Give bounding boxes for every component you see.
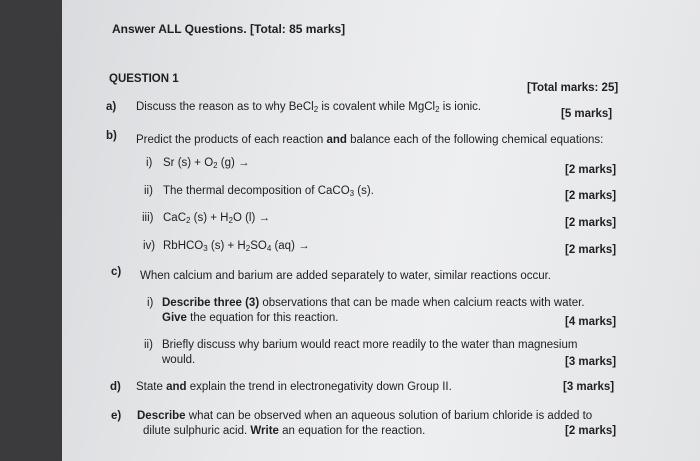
part-c-i-label: i): [147, 297, 154, 309]
part-b-i-text: Sr $(s) + O_2$ (g) →: [163, 157, 250, 170]
part-e-marks: [2 marks]: [565, 425, 617, 437]
part-c-i-line2: Give the equation for this reaction.: [162, 312, 339, 324]
part-b-text: Predict the products of each reaction and balance each of the following chemical equations:: [136, 134, 604, 146]
part-c-ii-marks: [3 marks]: [565, 356, 617, 368]
part-d-marks: [3 marks]: [563, 381, 615, 393]
part-a-label: a): [106, 101, 117, 113]
part-e-line1: Describe what can be observed when an aqueous solution of barium chloride is added to: [137, 410, 593, 422]
part-b-iv-label: iv): [143, 240, 156, 252]
part-c-text: When calcium and barium are added separately to water, similar reactions occur.: [140, 270, 552, 282]
part-e-line2: dilute sulphuric acid. Write an equation for the reaction.: [143, 425, 426, 437]
part-d-text: State and explain the trend in electronegativity down Group II.: [136, 381, 452, 393]
part-a-marks: [5 marks]: [561, 108, 613, 120]
part-b-iii-label: iii): [142, 212, 154, 224]
part-b-ii-marks: [2 marks]: [565, 190, 617, 202]
part-b-i-marks: [2 marks]: [565, 164, 617, 176]
part-b-iii-marks: [2 marks]: [565, 217, 617, 229]
part-b-iii-text: CaC$_2$ $(s) + H_2O$ (l) →: [163, 212, 270, 225]
part-b-i-label: i): [146, 157, 153, 169]
part-b-label: b): [106, 130, 117, 142]
question-title: QUESTION 1: [109, 73, 179, 85]
exam-header: Answer ALL Questions. [Total: 85 marks]: [112, 22, 346, 36]
part-c-ii-line2: would.: [162, 354, 196, 366]
part-e-label: e): [111, 410, 122, 422]
part-d-label: d): [110, 381, 121, 393]
part-b-iv-text: RbHCO$_3$ $(s) + H_2SO_4$ (aq) →: [163, 240, 310, 253]
part-c-label: c): [111, 266, 122, 278]
part-c-i-line1: Describe three (3) observations that can be made when calcium reacts with water.: [162, 297, 585, 309]
part-a-text: Discuss the reason as to why BeCl$_2$ is covalent while MgCl$_2$ is ionic.: [136, 101, 482, 114]
part-c-ii-label: ii): [144, 339, 153, 351]
part-b-ii-label: ii): [144, 185, 153, 197]
total-marks: [Total marks: 25]: [527, 82, 619, 94]
part-b-iv-marks: [2 marks]: [565, 244, 617, 256]
part-c-i-marks: [4 marks]: [565, 316, 617, 328]
part-b-ii-text: The thermal decomposition of CaCO$_3$ (s).: [163, 185, 374, 198]
part-c-ii-line1: Briefly discuss why barium would react more readily to the water than magnesium: [162, 339, 578, 351]
